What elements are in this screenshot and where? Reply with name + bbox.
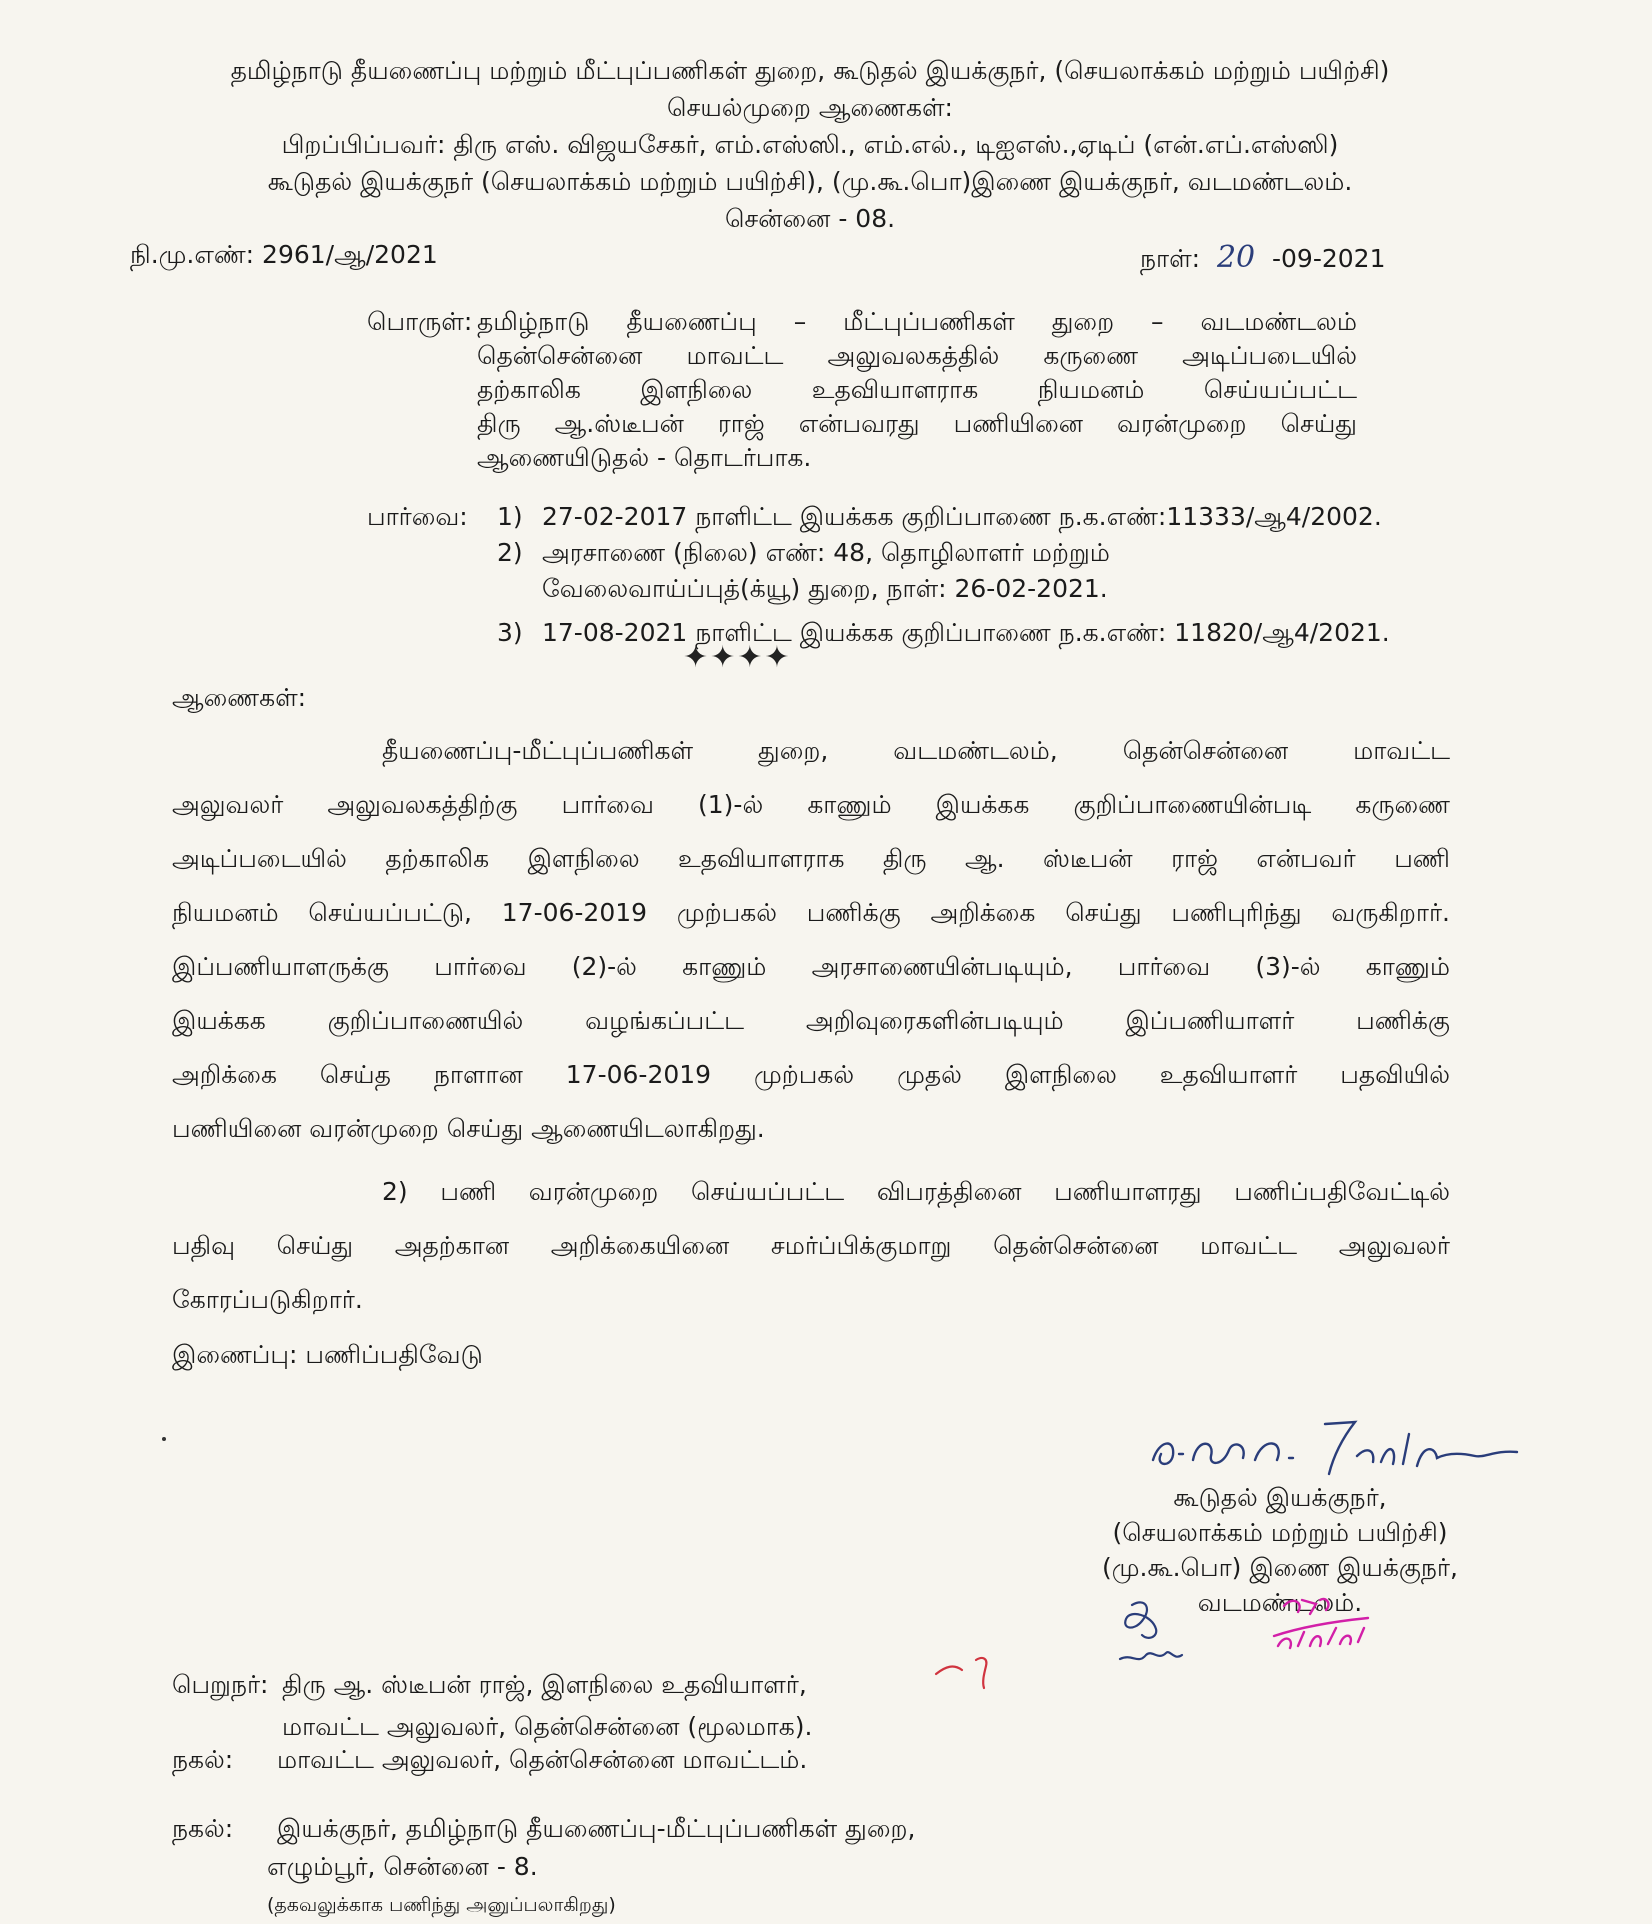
subject-line: ஆணையிடுதல் - தொடர்பாக. — [477, 443, 812, 472]
copy-text: மாவட்ட அலுவலர், தென்சென்னை மாவட்டம். — [277, 1745, 808, 1774]
handwritten-initials — [1112, 1595, 1202, 1675]
paragraph-line: கோரப்படுகிறார். — [172, 1285, 363, 1314]
header-issuer: பிறப்பிப்பவர்: திரு எஸ். விஜயசேகர், எம்.எஸ்ஸி., எம்.எல்., டிஐஎஸ்.,ஏடிப் (என்.எப்.எஸ்ஸி) — [281, 130, 1339, 159]
handwritten-day: 20 — [1216, 240, 1256, 275]
recipient-line: திரு ஆ. ஸ்டீபன் ராஜ், இளநிலை உதவியாளர், — [282, 1670, 807, 1699]
header-department: தமிழ்நாடு தீயணைப்பு மற்றும் மீட்புப்பணிகள் துறை, கூடுதல் இயக்குநர், (செயலாக்கம் மற்றும் பயிற்சி) — [230, 56, 1390, 85]
sig-line: வடமண்டலம். — [1197, 1588, 1363, 1617]
letterhead — [160, 52, 1460, 237]
copy-to-block-1 — [172, 1745, 808, 1778]
handwritten-signature — [1145, 1410, 1525, 1480]
sig-line: (செயலாக்கம் மற்றும் பயிற்சி) — [1112, 1518, 1448, 1547]
ink-speck — [162, 1437, 166, 1441]
paragraph-line: இயக்கக குறிப்பாணையில் வழங்கப்பட்ட அறிவுரைகளின்படியும் இப்பணியாளர் பணிக்கு — [172, 1006, 1450, 1035]
paragraph-line: 2) பணி வரன்முறை செய்யப்பட்ட விபரத்தினை பணியாளரது பணிப்பதிவேட்டில் — [382, 1177, 1450, 1206]
copy-note: (தகவலுக்காக பணிந்து அனுப்பலாகிறது) — [267, 1894, 616, 1916]
paragraph-line: அறிக்கை செய்த நாளான 17-06-2019 முற்பகல் முதல் இளநிலை உதவியாளர் பதவியில் — [172, 1060, 1450, 1089]
subject-line: திரு ஆ.ஸ்டீபன் ராஜ் என்பவரது பணியினை வரன்முறை செய்து — [477, 409, 1357, 438]
date-label: நாள்: — [1140, 244, 1201, 273]
copy-line: இயக்குநர், தமிழ்நாடு தீயணைப்பு-மீட்புப்பணிகள் துறை, — [277, 1814, 916, 1843]
magenta-initials — [1268, 1592, 1378, 1652]
reference-date — [1140, 240, 1385, 277]
reference-item-continued: வேலைவாய்ப்புத்(க்யூ) துறை, நாள்: 26-02-2021. — [542, 574, 1108, 603]
recipient-line: மாவட்ட அலுவலர், தென்சென்னை (மூலமாக). — [282, 1712, 813, 1741]
paragraph-line: தீயணைப்பு-மீட்புப்பணிகள் துறை, வடமண்டலம், தென்சென்னை மாவட்ட — [382, 736, 1450, 765]
reference-item: 3) 17-08-2021 நாளிட்ட இயக்கக குறிப்பாணை ந.க.எண்: 11820/ஆ4/2021. — [497, 618, 1390, 647]
attachment-line: இணைப்பு: பணிப்பதிவேடு — [172, 1340, 483, 1369]
copy-label: நகல்: — [172, 1745, 234, 1774]
sig-line: கூடுதல் இயக்குநர், — [1173, 1483, 1387, 1512]
header-proceedings: செயல்முறை ஆணைகள்: — [667, 93, 953, 122]
references-label: பார்வை: — [367, 502, 468, 531]
orders-heading: ஆணைகள்: — [172, 683, 307, 712]
copy-line: எழும்பூர், சென்னை - 8. — [267, 1852, 538, 1881]
paragraph-line: அலுவலர் அலுவலகத்திற்கு பார்வை (1)-ல் காணும் இயக்கக குறிப்பாணையின்படி கருணை — [172, 790, 1450, 819]
subject-label: பொருள்: — [367, 307, 473, 336]
reference-item: 1) 27-02-2017 நாளிட்ட இயக்கக குறிப்பாணை ந.க.எண்:11333/ஆ4/2002. — [497, 502, 1382, 531]
red-tick-mark — [932, 1652, 1012, 1692]
separator-stars: ✦✦✦✦ — [683, 640, 792, 675]
paragraph-line: இப்பணியாளருக்கு பார்வை (2)-ல் காணும் அரசாணையின்படியும், பார்வை (3)-ல் காணும் — [172, 952, 1450, 981]
copy-label: நகல்: — [172, 1814, 234, 1843]
recipient-label: பெறுநர்: — [172, 1670, 269, 1699]
header-city: சென்னை - 08. — [724, 204, 896, 233]
paragraph-line: நியமனம் செய்யப்பட்டு, 17-06-2019 முற்பகல் பணிக்கு அறிக்கை செய்து பணிபுரிந்து வருகிறார். — [172, 898, 1450, 927]
subject-line: தென்சென்னை மாவட்ட அலுவலகத்தில் கருணை அடிப்படையில் — [477, 341, 1357, 370]
subject-line: தமிழ்நாடு தீயணைப்பு – மீட்புப்பணிகள் துறை – வடமண்டலம் — [477, 307, 1357, 336]
order-paragraph-2 — [172, 1165, 1450, 1327]
header-designation: கூடுதல் இயக்குநர் (செயலாக்கம் மற்றும் பயிற்சி), (மு.கூ.பொ)இணை இயக்குநர், வடமண்டலம். — [267, 167, 1353, 196]
reference-item: 2) அரசாணை (நிலை) எண்: 48, தொழிலாளர் மற்றும் — [497, 538, 1110, 567]
paragraph-line: அடிப்படையில் தற்காலிக இளநிலை உதவியாளராக திரு ஆ. ஸ்டீபன் ராஜ் என்பவர் பணி — [172, 844, 1450, 873]
reference-number: நி.மு.எண்: 2961/ஆ/2021 — [130, 240, 438, 269]
paragraph-line: பதிவு செய்து அதற்கான அறிக்கையினை சமர்ப்பிக்குமாறு தென்சென்னை மாவட்ட அலுவலர் — [172, 1231, 1450, 1260]
date-suffix: -09-2021 — [1272, 244, 1386, 273]
order-paragraph-1 — [172, 724, 1450, 1156]
sig-line: (மு.கூ.பொ) இணை இயக்குநர், — [1102, 1553, 1458, 1582]
subject-line: தற்காலிக இளநிலை உதவியாளராக நியமனம் செய்யப்பட்ட — [477, 375, 1357, 404]
paragraph-line: பணியினை வரன்முறை செய்து ஆணையிடலாகிறது. — [172, 1114, 765, 1143]
